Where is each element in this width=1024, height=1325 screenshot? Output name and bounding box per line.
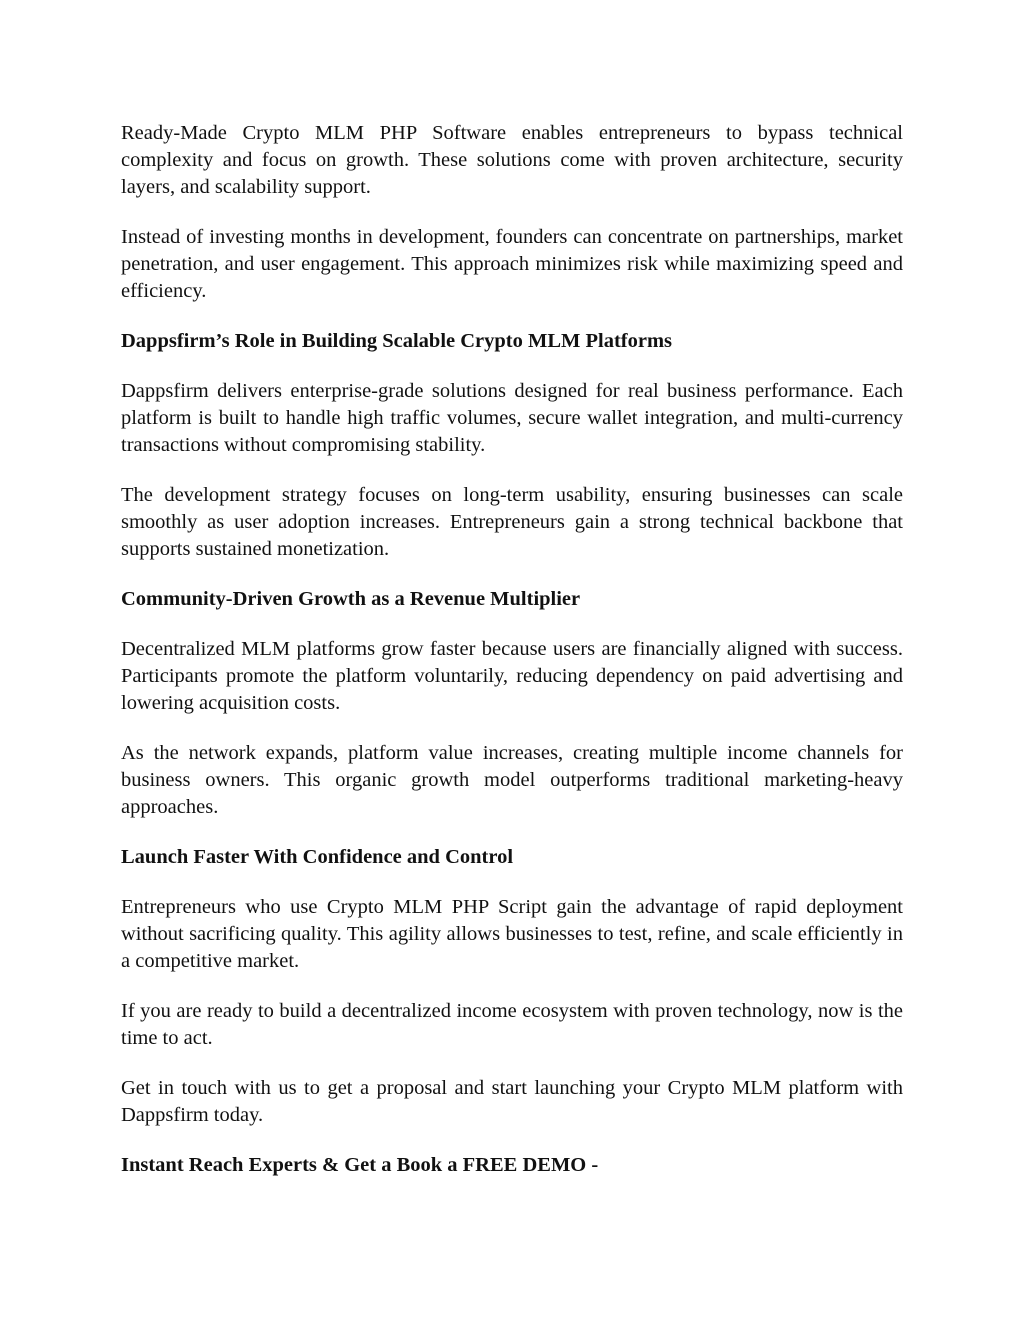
- paragraph: Dappsfirm delivers enterprise-grade solutions designed for real business performance. Each platform is built to handle high traffic volumes, secure wallet integration, and multi-currency transactions without compromising stability.: [121, 380, 903, 456]
- paragraph: Decentralized MLM platforms grow faster because users are financially aligned with success. Participants promote the platform voluntarily, reducing dependency on paid advertising and lowering acquisition costs.: [121, 638, 903, 714]
- section-heading: Launch Faster With Confidence and Control: [121, 846, 514, 868]
- document-page: [121, 120, 903, 1202]
- paragraph: Entrepreneurs who use Crypto MLM PHP Script gain the advantage of rapid deployment without sacrificing quality. This agility allows businesses to test, refine, and scale efficiently in a competitive market.: [121, 896, 903, 972]
- paragraph: The development strategy focuses on long-term usability, ensuring businesses can scale smoothly as user adoption increases. Entrepreneurs gain a strong technical backbone that supports sustained monetization.: [121, 484, 903, 560]
- cta-heading: Instant Reach Experts & Get a Book a FREE DEMO -: [121, 1154, 599, 1176]
- paragraph: Get in touch with us to get a proposal and start launching your Crypto MLM platform with Dappsfirm today.: [121, 1077, 903, 1126]
- paragraph: If you are ready to build a decentralized income ecosystem with proven technology, now is the time to act.: [121, 1000, 903, 1049]
- paragraph: Instead of investing months in development, founders can concentrate on partnerships, market penetration, and user engagement. This approach minimizes risk while maximizing speed and efficiency.: [121, 226, 903, 302]
- section-heading: Dappsfirm’s Role in Building Scalable Crypto MLM Platforms: [121, 330, 673, 352]
- section-heading: Community-Driven Growth as a Revenue Multiplier: [121, 588, 581, 610]
- paragraph: Ready-Made Crypto MLM PHP Software enables entrepreneurs to bypass technical complexity and focus on growth. These solutions come with proven architecture, security layers, and scalability support.: [121, 122, 903, 198]
- paragraph: As the network expands, platform value increases, creating multiple income channels for business owners. This organic growth model outperforms traditional marketing-heavy approaches.: [121, 742, 903, 818]
